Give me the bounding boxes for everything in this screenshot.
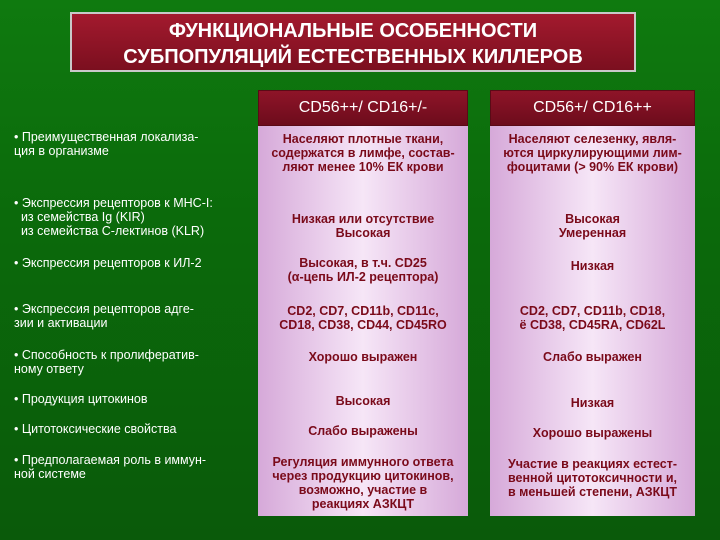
cell-cytokine-production-cd56-dim: Низкая <box>570 396 615 410</box>
row-label-adhesion-receptors: • Экспрессия рецепторов адге- зии и активации <box>14 302 194 330</box>
cell-proliferation-cd56-bright: Хорошо выражен <box>308 350 418 364</box>
cell-mhc-receptors-cd56-bright: Низкая или отсутствие Высокая <box>291 212 435 240</box>
row-label-proliferation: • Способность к пролифератив- ному ответу <box>14 348 199 376</box>
cell-proliferation-cd56-dim: Слабо выражен <box>543 350 642 364</box>
row-label-cytokine-production: • Продукция цитокинов <box>14 392 148 406</box>
cell-mhc-receptors-cd56-dim: Высокая Умеренная <box>558 212 627 240</box>
row-label-localization: • Преимущественная локализа- ция в организме <box>14 130 199 158</box>
cell-adhesion-receptors-cd56-dim: CD2, CD7, CD11b, CD18, ё CD38, CD45RA, CD62L <box>519 304 666 332</box>
cell-il2-receptors-cd56-bright: Высокая, в т.ч. CD25 (α-цепь ИЛ-2 рецептора) <box>287 256 439 284</box>
cell-localization-cd56-dim: Населяют селезенку, явля- ются циркулирующими лим- фоцитами (> 90% ЕК крови) <box>503 132 682 174</box>
title-line-2: СУБПОПУЛЯЦИЙ ЕСТЕСТВЕННЫХ КИЛЛЕРОВ <box>123 46 583 68</box>
column-header-cd56-bright: CD56++/ CD16+/- <box>258 90 468 126</box>
row-label-mhc-receptors: • Экспрессия рецепторов к МНС-I: из семейства Ig (KIR) из семейства С-лектинов (KLR) <box>14 196 213 238</box>
cell-il2-receptors-cd56-dim: Низкая <box>570 259 615 273</box>
row-label-immune-role: • Предполагаемая роль в иммун- ной системе <box>14 453 207 481</box>
title-line-1: ФУНКЦИОНАЛЬНЫЕ ОСОБЕННОСТИ <box>168 20 538 42</box>
cell-adhesion-receptors-cd56-bright: CD2, CD7, CD11b, CD11c, CD18, CD38, CD44, CD45RO <box>279 304 447 332</box>
cell-immune-role-cd56-bright: Регуляция иммунного ответа через продукцию цитокинов, возможно, участие в реакциях АЗКЦТ <box>272 455 454 511</box>
slide-title <box>70 12 636 72</box>
row-label-cytotoxicity: • Цитотоксические свойства <box>14 422 177 436</box>
cell-cytokine-production-cd56-bright: Высокая <box>335 394 391 408</box>
cell-localization-cd56-bright: Населяют плотные ткани, содержатся в лимфе, состав- ляют менее 10% ЕК крови <box>271 132 455 174</box>
cell-immune-role-cd56-dim: Участие в реакциях естест- венной цитотоксичности и, в меньшей степени, АЗКЦТ <box>507 457 678 499</box>
column-header-cd56-dim: CD56+/ CD16++ <box>490 90 695 126</box>
cell-cytotoxicity-cd56-bright: Слабо выражены <box>308 424 418 438</box>
cell-cytotoxicity-cd56-dim: Хорошо выражены <box>532 426 653 440</box>
row-label-il2-receptors: • Экспрессия рецепторов к ИЛ-2 <box>14 256 202 270</box>
